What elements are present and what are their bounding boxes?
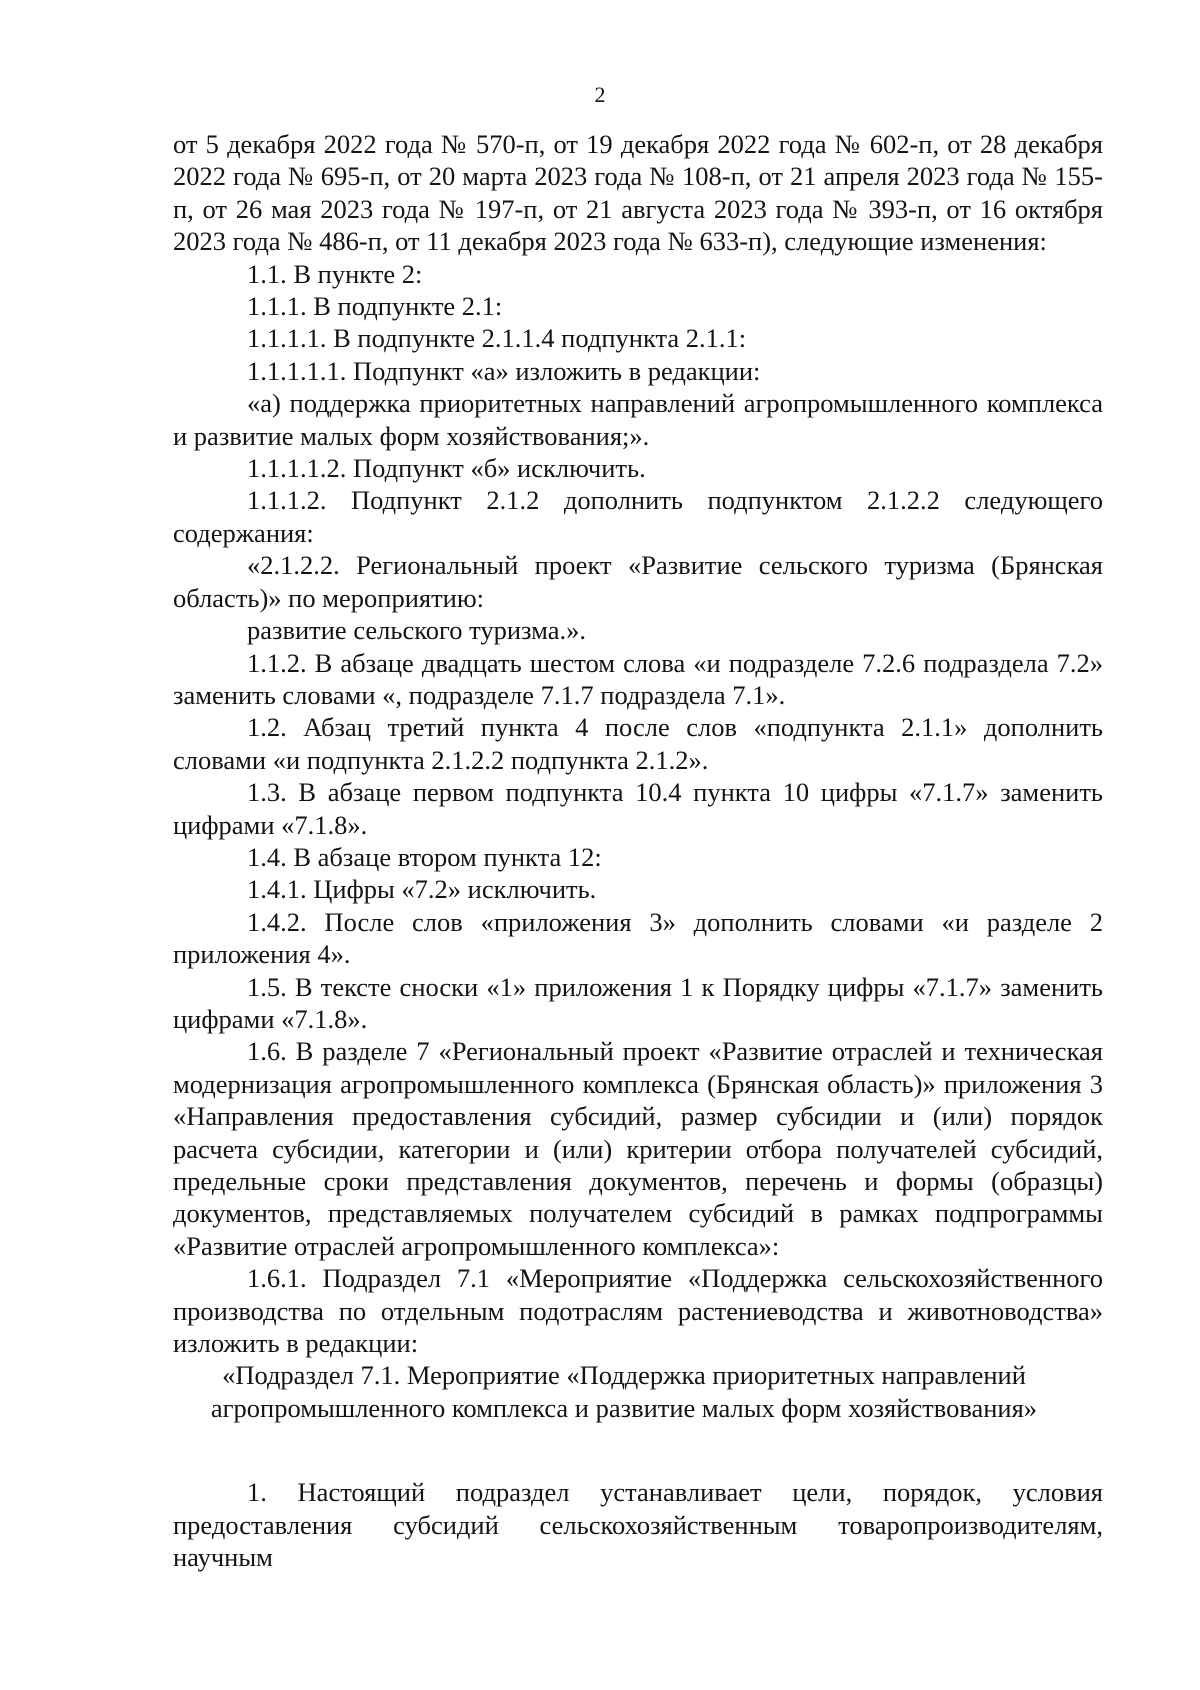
paragraph-rural-tourism: развитие сельского туризма.». <box>247 615 586 646</box>
spacer <box>173 1424 1103 1476</box>
subsection-heading-line-1: «Подраздел 7.1. Мероприятие «Поддержка приоритетных направлений <box>222 1360 1026 1391</box>
paragraph-1-4: 1.4. В абзаце втором пункта 12: <box>247 841 602 872</box>
paragraph-1-4-1: 1.4.1. Цифры «7.2» исключить. <box>247 874 597 905</box>
paragraph-1-1-1-1-1: 1.1.1.1.1. Подпункт «а» изложить в редакции: <box>247 355 761 386</box>
paragraph-1-4-2: 1.4.2. После слов «приложения 3» дополнить словами «и разделе 2 приложения 4». <box>173 906 1103 970</box>
page-number: 2 <box>594 82 606 107</box>
paragraph-quote-a: «а) поддержка приоритетных направлений агропромышленного комплекса и развитие малых форм хозяйствования;». <box>173 388 1103 451</box>
paragraph-1-1: 1.1. В пункте 2: <box>247 258 423 289</box>
paragraph-1-3: 1.3. В абзаце первом подпункта 10.4 пункта 10 цифры «7.1.7» заменить цифрами «7.1.8». <box>173 777 1103 840</box>
paragraph-1-1-2: 1.1.2. В абзаце двадцать шестом слова «и подразделе 7.2.6 подраздела 7.2» заменить словами «, подразделе 7.1.7 подраздела 7.1». <box>173 647 1103 710</box>
subsection-heading-line-2: агропромышленного комплекса и развитие малых форм хозяйствования» <box>210 1392 1038 1423</box>
paragraph-1-1-1-1: 1.1.1.1. В подпункте 2.1.1.4 подпункта 2.1.1: <box>247 323 747 354</box>
paragraph-1-1-1: 1.1.1. В подпункте 2.1: <box>247 291 503 322</box>
paragraph-quote-2-1-2-2: «2.1.2.2. Региональный проект «Развитие сельского туризма (Брянская область)» по мероприятию: <box>173 550 1103 613</box>
document-body <box>173 128 1103 1573</box>
paragraph-1-1-1-1-2: 1.1.1.1.2. Подпункт «б» исключить. <box>247 453 646 484</box>
paragraph-amendment-list: от 5 декабря 2022 года № 570-п, от 19 декабря 2022 года № 602-п, от 28 декабря 2022 года № 695-п, от 20 марта 2023 года № 108-п, от 21 апреля 2023 года № 155-п, от 26 мая 2023 года № 197-п, от 21 августа 2023 года № 393-п, от 16 октября 2023 года № 486-п, от 11 декабря 2023 года № 633-п), следующие изменения: <box>173 129 1103 257</box>
paragraph-1-6: 1.6. В разделе 7 «Региональный проект «Развитие отраслей и техническая модернизация агропромышленного комплекса (Брянская область)» приложения 3 «Направления предоставления субсидий, размер субсидии и (или) порядок расчета субсидии, категории и (или) критерии отбора получателей субсидий, предельные сроки представления документов, перечень и формы (образцы) документов, представляемых получателем субсидий в рамках подпрограммы «Развитие отраслей агропромышленного комплекса»: <box>173 1036 1103 1261</box>
paragraph-1-1-1-2: 1.1.1.2. Подпункт 2.1.2 дополнить подпунктом 2.1.2.2 следующего содержания: <box>173 485 1103 548</box>
paragraph-1-6-1: 1.6.1. Подраздел 7.1 «Мероприятие «Поддержка сельскохозяйственного производства по отдельным подотраслям растениеводства и животноводства» изложить в редакции: <box>173 1263 1103 1359</box>
paragraph-1-5: 1.5. В тексте сноски «1» приложения 1 к Порядку цифры «7.1.7» заменить цифрами «7.1.8». <box>173 971 1103 1034</box>
paragraph-subsection-1: 1. Настоящий подраздел устанавливает цели, порядок, условия предоставления субсидий сельскохозяйственным товаропроизводителям, научным <box>173 1477 1103 1573</box>
paragraph-1-2: 1.2. Абзац третий пункта 4 после слов «подпункта 2.1.1» дополнить словами «и подпункта 2.1.2.2 подпункта 2.1.2». <box>173 712 1103 775</box>
